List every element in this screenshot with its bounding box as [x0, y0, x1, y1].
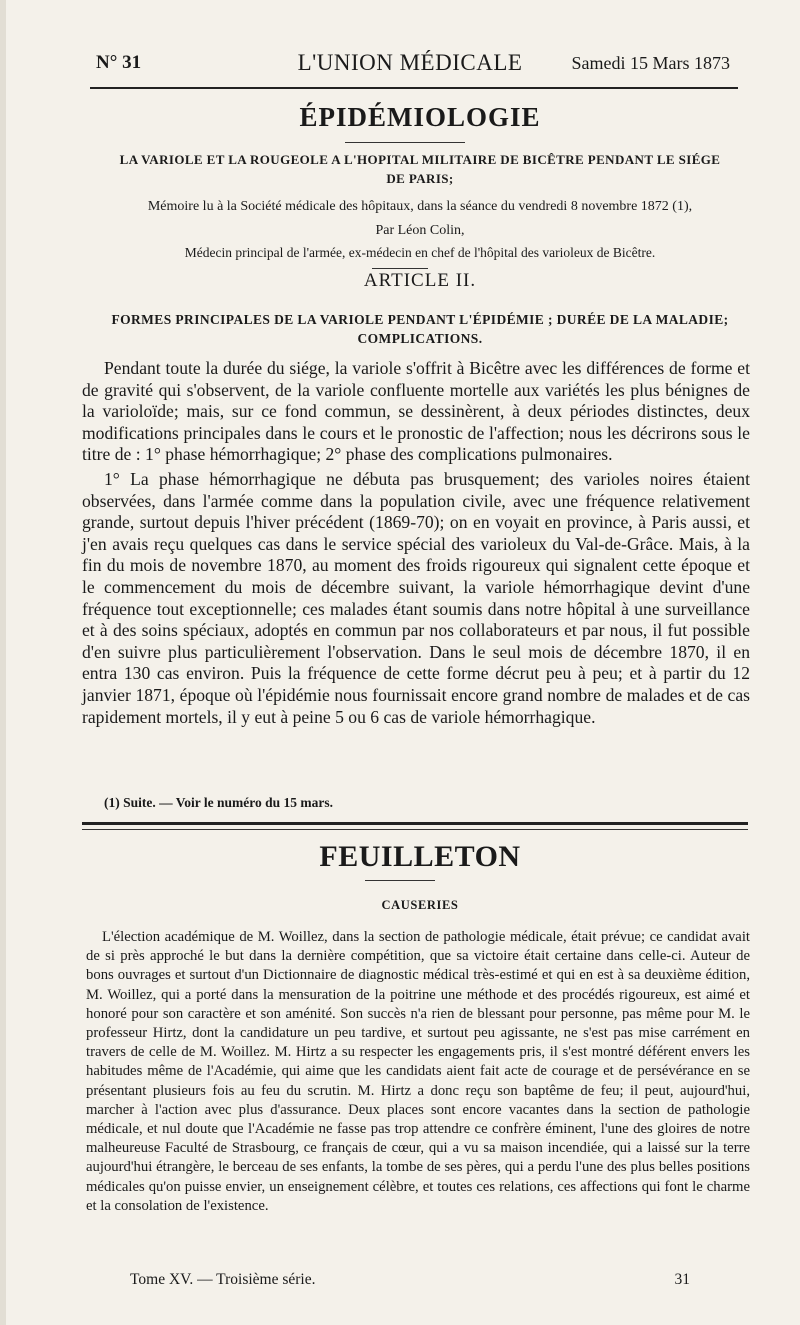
scan-edge [0, 0, 6, 1325]
journal-title: L'UNION MÉDICALE [297, 50, 523, 75]
article-heading-line2: COMPLICATIONS. [357, 331, 483, 346]
page-number: 31 [674, 1271, 690, 1288]
article-author: Par Léon Colin, [375, 223, 465, 238]
article-footnote: (1) Suite. — Voir le numéro du 15 mars. [104, 795, 334, 810]
page-footer [130, 1271, 690, 1293]
feuilleton-subtitle: CAUSERIES [381, 898, 459, 912]
article-paragraph: 1° La phase hémorrhagique ne débuta pas brusquement; des varioles noires étaient observées, dans l'armée comme dans la population civile, avec une fréquence relativement grande, surtout depuis l'hiver précédent (1869-70); on en voyait en province, à Paris aussi, et j'en avais reçu quelques cas dans le service spécial des varioleux du Val-de-Grâce. Mais, à la fin du mois de novembre 1870, au moment des froids rigoureux qui signalent cette époque et le commencement du mois de décembre suivant, la variole hémorrhagique devint d'une fréquence tout exceptionnelle; ces malades étant soumis dans notre hôpital à une surveillance et à des soins spéciaux, adoptés en commun par nos collaborateurs et par nous, il fut possible d'en suivre plus particulièrement l'observation. Dans le seul mois de décembre 1870, il en entra 130 cas environ. Puis la fréquence de cette forme décrut peu à peu; et à partir du 12 janvier 1871, époque où l'épidémie nous fournissait encore grand nombre de malades et de cas rapidement mortels, il y eut à peine 5 ou 6 cas de variole hémorrhagique. [82, 468, 750, 727]
article-title-line1: LA VARIOLE ET LA ROUGEOLE A L'HOPITAL MILITAIRE DE BICÊTRE PENDANT LE SIÉGE [119, 152, 721, 167]
feuilleton-paragraph: L'élection académique de M. Woillez, dans la section de pathologie médicale, était prévue; ce candidat avait de si près approché le but dans la dernière compétition, que sa victoire était certaine dans celle-ci. Auteur de bons ouvrages et surtout d'un Dictionnaire de diagnostic médical très-estimé et qui en est à sa deuxième édition, M. Woillez, qui a porté dans la mensuration de la poitrine une méthode et des procédés rigoureux, est aimé et honoré pour son caractère et son aménité. Son succès n'a rien de blessant pour personne, pas même pour M. le professeur Hirtz, dont la candidature un peu tardive, et surtout peu agissante, ne s'est pas mise carrément en travers de celle de M. Woillez. M. Hirtz a su respecter les engagements pris, il s'est montré déférent envers les habitudes même de l'Académie, qui aime que les candidats aient fait acte de courage et de persévérance en se présentant plusieurs fois au feu du scrutin. M. Hirtz a donc reçu son baptême de feu; il peut, aujourd'hui, marcher à l'action avec plus d'assurance. Deux places sont encore vacantes dans la section de pathologie médicale, et nul doute que l'Académie ne fasse pas trop attendre ce confrère éminent, l'une des gloires de notre malheureuse Faculté de Strasbourg, ce français de cœur, qui a vu sa maison incendiée, qui a laissé sur la terre aujourd'hui étrangère, le berceau de ses enfants, la tombe de ses pères, qui a perdu l'une des plus belles positions médicales qu'on puisse envier, un enseignement célèbre, et toutes ces relations, ces affections qui font le charme et la consolation de l'existence. [86, 929, 750, 1214]
article-paragraph: Pendant toute la durée du siége, la variole s'offrit à Bicêtre avec les différences de forme et de gravité qui s'observent, de la variole confluente mortelle aux variétés les plus bénignes de la varioloïde; mais, sur ce fond commun, se dessinèrent, à deux périodes distinctes, deux modifications principales dans le cours et le pronostic de l'affection; nous les décrirons sous le titre de : 1° phase hémorrhagique; 2° phase des complications pulmonaires. [82, 358, 750, 465]
article-subtitle: Mémoire lu à la Société médicale des hôpitaux, dans la séance du vendredi 8 novembre 1872 (1), [147, 199, 693, 214]
volume-label: Tome XV. — Troisième série. [130, 1271, 316, 1288]
masthead-rule [90, 87, 738, 89]
masthead [90, 48, 730, 84]
feuilleton-body [86, 928, 750, 1216]
article-heading-line1: FORMES PRINCIPALES DE LA VARIOLE PENDANT L'ÉPIDÉMIE ; DURÉE DE LA MALADIE; [111, 312, 729, 327]
feuilleton-separator [82, 822, 748, 825]
section-title: ÉPIDÉMIOLOGIE [299, 102, 541, 132]
feuilleton-title: FEUILLETON [319, 840, 521, 873]
author-rule [372, 268, 428, 269]
article-number: ARTICLE II. [363, 270, 477, 291]
issue-date: Samedi 15 Mars 1873 [571, 53, 730, 73]
section-title-rule [345, 142, 465, 143]
article-body [82, 358, 750, 728]
feuilleton-separator-thin [82, 829, 748, 830]
feuilleton-title-rule [365, 880, 435, 881]
issue-number: N° 31 [96, 52, 142, 73]
article-author-role: Médecin principal de l'armée, ex-médecin en chef de l'hôpital des varioleux de Bicêtre. [184, 245, 656, 260]
article-title-line2: DE PARIS; [386, 171, 454, 186]
